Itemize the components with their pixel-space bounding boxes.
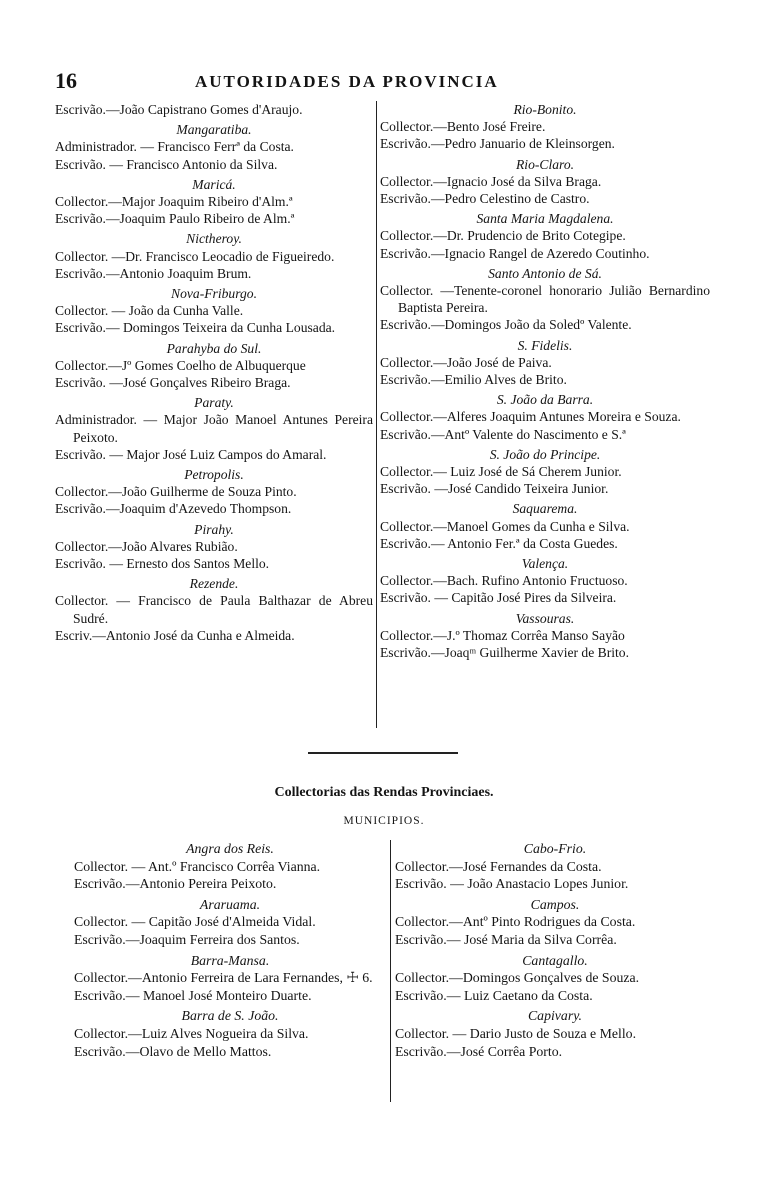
municipality-heading: Cantagallo. <box>522 952 588 968</box>
official-entry: Collector.—Manoel Gomes da Cunha e Silva. <box>380 518 630 534</box>
official-entry: Escrivão.—Olavo de Mello Mattos. <box>74 1043 272 1059</box>
municipality-heading: Rezende. <box>189 576 239 592</box>
municipality-heading: Angra dos Reis. <box>186 841 274 856</box>
running-title: AUTORIDADES DA PROVINCIA <box>195 72 499 91</box>
municipality-heading: Araruama. <box>199 896 261 912</box>
column-left-bottom <box>74 840 386 1060</box>
municipality-heading: Paraty. <box>194 395 234 411</box>
official-entry: Collector.—Bach. Rufino Antonio Fructuoso. <box>380 573 628 589</box>
column-left-top <box>55 101 373 644</box>
municipality-heading: Mangaratiba. <box>176 122 252 138</box>
official-entry: Escrivão. — Ernesto dos Santos Mello. <box>55 556 270 572</box>
official-entry: Collector.—João Guilherme de Souza Pinto. <box>55 484 297 500</box>
official-entry: Escrivão. — Major José Luiz Campos do Amaral. <box>55 446 327 462</box>
municipality-heading: Parahyba do Sul. <box>166 340 262 356</box>
official-entry: Escrivão.—Joaqᵐ Guilherme Xavier de Brito. <box>380 645 629 661</box>
municipality-heading: S. João do Principe. <box>489 446 601 462</box>
official-entry: Collector. — Dario Justo de Souza e Mello. <box>395 1025 637 1041</box>
municipality-heading: Valença. <box>521 556 569 572</box>
official-entry: Collector.— Luiz José de Sá Cherem Junior. <box>380 464 622 480</box>
municipality-heading: Pirahy. <box>194 521 234 537</box>
official-entry: Escriv.—Antonio José da Cunha e Almeida. <box>55 627 295 643</box>
municipality-heading: Nictheroy. <box>186 231 242 247</box>
official-entry: Escrivão.—João Capistrano Gomes d'Araujo. <box>55 102 303 117</box>
official-entry: Escrivão.— Luiz Caetano da Costa. <box>395 987 593 1003</box>
official-entry: Escrivão.—Emilio Alves de Brito. <box>380 372 567 388</box>
official-entry: Escrivão.—Joaquim d'Azevedo Thompson. <box>55 501 292 517</box>
official-entry: Escrivão. —José Candido Teixeira Junior. <box>380 481 609 497</box>
municipality-heading: Nova-Friburgo. <box>171 286 257 302</box>
municipality-heading: Maricá. <box>192 176 236 192</box>
municipality-heading: Cabo-Frio. <box>523 841 587 856</box>
official-entry: Collector.—Antº Pinto Rodrigues da Costa. <box>395 914 636 930</box>
official-entry: Collector. —Tenente-coronel honorario Julião Bernardino Baptista Pereira. <box>380 283 710 316</box>
municipality-heading: S. João da Barra. <box>496 392 594 408</box>
official-entry: Collector. —Dr. Francisco Leocadio de Figueiredo. <box>55 248 335 264</box>
official-entry: Collector.—Luiz Alves Nogueira da Silva. <box>74 1025 309 1041</box>
official-entry: Escrivão. — Francisco Antonio da Silva. <box>55 156 278 172</box>
official-entry: Collector. — Francisco de Paula Balthazar de Abreu Sudré. <box>55 593 373 626</box>
official-entry: Collector.—J.º Thomaz Corrêa Manso Sayão <box>380 627 625 643</box>
official-entry: Escrivão. —José Gonçalves Ribeiro Braga. <box>55 375 291 391</box>
municipality-heading: Rio-Bonito. <box>513 102 577 117</box>
official-entry: Administrador. — Major João Manoel Antunes Pereira Peixoto. <box>55 412 373 445</box>
official-entry: Escrivão.—Pedro Januario de Kleinsorgen. <box>380 136 615 152</box>
municipality-heading: Saquarema. <box>512 501 578 517</box>
section-title: Collectorias das Rendas Provinciaes. <box>274 785 494 800</box>
official-entry: Escrivão.—Antº Valente do Nascimento e S.ª <box>380 426 626 442</box>
column-right-top <box>380 101 710 661</box>
municipality-heading: Santa Maria Magdalena. <box>476 211 614 227</box>
official-entry: Escrivão. — Capitão José Pires da Silveira. <box>380 590 617 606</box>
official-entry: Collector.—Alferes Joaquim Antunes Moreira e Souza. <box>380 409 681 425</box>
official-entry: Collector. — João da Cunha Valle. <box>55 303 244 319</box>
municipality-heading: Petropolis. <box>184 467 244 483</box>
official-entry: Escrivão.—Joaquim Ferreira dos Santos. <box>74 931 300 947</box>
official-entry: Collector.—Bento José Freire. <box>380 119 546 135</box>
column-right-bottom <box>395 840 715 1060</box>
municipality-heading: Barra de S. João. <box>181 1008 279 1024</box>
official-entry: Collector.—Antonio Ferreira de Lara Fernandes, ☩ 6. <box>74 970 373 986</box>
official-entry: Escrivão. — João Anastacio Lopes Junior. <box>395 876 629 892</box>
official-entry: Collector. — Capitão José d'Almeida Vidal. <box>74 914 316 930</box>
official-entry: Administrador. — Francisco Ferrª da Costa. <box>55 139 294 155</box>
section-rule <box>308 752 458 754</box>
official-entry: Escrivão.—Ignacio Rangel de Azeredo Coutinho. <box>380 245 650 261</box>
official-entry: Escrivão.—Antonio Joaquim Brum. <box>55 265 252 281</box>
official-entry: Collector.—Domingos Gonçalves de Souza. <box>395 970 640 986</box>
official-entry: Collector.—João José de Paiva. <box>380 354 552 370</box>
official-entry: Escrivão.—Joaquim Paulo Ribeiro de Alm.ª <box>55 211 295 227</box>
page-number: 16 <box>55 68 77 93</box>
official-entry: Collector.—Ignacio José da Silva Braga. <box>380 173 602 189</box>
section-subtitle: MUNICIPIOS. <box>343 815 425 827</box>
municipality-heading: Capivary. <box>527 1008 583 1024</box>
official-entry: Collector.—José Fernandes da Costa. <box>395 858 602 874</box>
municipality-heading: Barra-Mansa. <box>190 952 270 968</box>
official-entry: Collector. — Ant.º Francisco Corrêa Vianna. <box>74 858 321 874</box>
municipality-heading: Rio-Claro. <box>515 156 575 172</box>
municipality-heading: S. Fidelis. <box>517 337 573 353</box>
official-entry: Escrivão.— Manoel José Monteiro Duarte. <box>74 987 312 1003</box>
municipality-heading: Vassouras. <box>515 610 575 626</box>
column-divider <box>376 101 377 728</box>
official-entry: Escrivão.—Antonio Pereira Peixoto. <box>74 876 277 892</box>
official-entry: Collector.—João Alvares Rubião. <box>55 538 238 554</box>
official-entry: Collector.—Jº Gomes Coelho de Albuquerque <box>55 357 306 373</box>
municipality-heading: Campos. <box>530 896 580 912</box>
official-entry: Escrivão.—Pedro Celestino de Castro. <box>380 191 590 207</box>
page-header <box>55 68 715 94</box>
municipality-heading: Santo Antonio de Sá. <box>488 265 602 281</box>
official-entry: Collector.—Dr. Prudencio de Brito Cotegipe. <box>380 228 626 244</box>
official-entry: Escrivão.— Antonio Fer.ª da Costa Guedes. <box>380 535 618 551</box>
official-entry: Escrivão.— Domingos Teixeira da Cunha Lousada. <box>55 320 336 336</box>
official-entry: Escrivão.— José Maria da Silva Corrêa. <box>395 931 617 947</box>
official-entry: Escrivão.—Domingos João da Soledº Valente. <box>380 317 632 333</box>
column-divider <box>390 840 391 1102</box>
official-entry: Escrivão.—José Corrêa Porto. <box>395 1043 563 1059</box>
official-entry: Collector.—Major Joaquim Ribeiro d'Alm.ª <box>55 194 293 210</box>
